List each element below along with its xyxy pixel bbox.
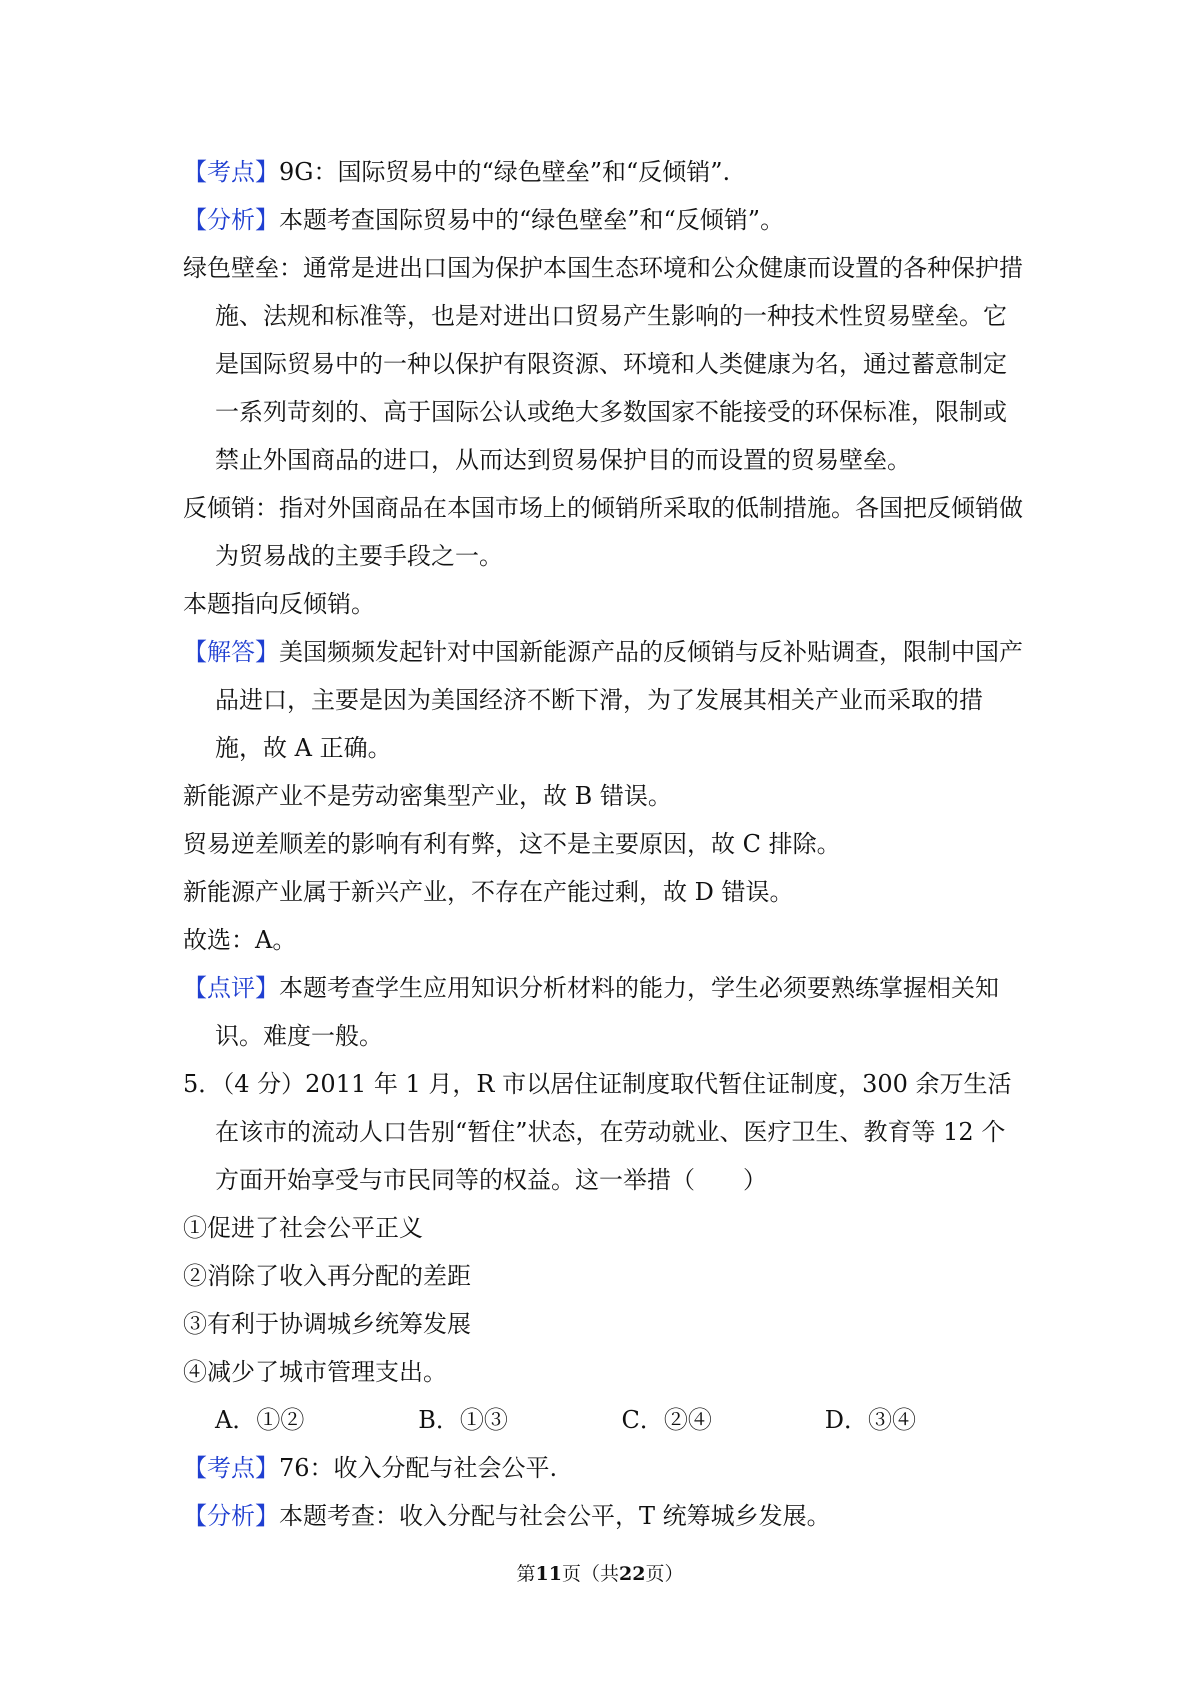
fenxi-text: 本题考查：收入分配与社会公平，T 统筹城乡发展。 xyxy=(279,1502,831,1530)
option-b: B．①③ xyxy=(418,1406,508,1434)
option-c: C．②④ xyxy=(621,1406,712,1434)
kaodian-text: 9G：国际贸易中的“绿色壁垒”和“反倾销”. xyxy=(279,158,731,186)
choice-line: 故选：A。 xyxy=(183,926,297,954)
page-footer xyxy=(0,1560,1200,1588)
page-content xyxy=(183,148,1028,1540)
fenxi-tag: 【分析】 xyxy=(183,1502,279,1530)
kaodian-2 xyxy=(183,1444,1028,1492)
option-a: A．①② xyxy=(215,1406,305,1434)
fenxi-tag: 【分析】 xyxy=(183,206,279,234)
statement-3: ③有利于协调城乡统筹发展 xyxy=(183,1310,471,1338)
line-d: 新能源产业属于新兴产业，不存在产能过剩，故 D 错误。 xyxy=(183,878,794,906)
dianping-tag: 【点评】 xyxy=(183,974,279,1002)
points-to-line: 本题指向反倾销。 xyxy=(183,590,375,618)
kaodian-1 xyxy=(183,148,1028,196)
statement-1: ①促进了社会公平正义 xyxy=(183,1214,423,1242)
green-barrier-paragraph: 绿色壁垒：通常是进出口国为保护本国生态环境和公众健康而设置的各种保护措施、法规和标准等，也是对进出口贸易产生影响的一种技术性贸易壁垒。它是国际贸易中的一种以保护有限资源、环境和人类健康为名，通过蓄意制定一系列苛刻的、高于国际公认或绝大多数国家不能接受的环保标准，限制或禁止外国商品的进口，从而达到贸易保护目的而设置的贸易壁垒。 xyxy=(183,254,1023,474)
statement-4: ④减少了城市管理支出。 xyxy=(183,1358,447,1386)
kaodian-text: 76：收入分配与社会公平. xyxy=(279,1454,558,1482)
dianping-1 xyxy=(183,964,1028,1060)
fenxi-text: 本题考查国际贸易中的“绿色壁垒”和“反倾销”。 xyxy=(279,206,785,234)
footer-page-number: 11 xyxy=(535,1563,562,1585)
option-d: D．③④ xyxy=(824,1406,916,1434)
anti-dumping-paragraph: 反倾销：指对外国商品在本国市场上的倾销所采取的低制措施。各国把反倾销做为贸易战的主要手段之一。 xyxy=(183,494,1023,570)
footer-middle: 页（共 xyxy=(561,1563,619,1585)
jieda-1 xyxy=(183,628,1028,772)
kaodian-tag: 【考点】 xyxy=(183,158,279,186)
question-5: 5．（4 分）2011 年 1 月，R 市以居住证制度取代暂住证制度，300 余万生活在该市的流动人口告别“暂住”状态，在劳动就业、医疗卫生、教育等 12 个方面开始享受与市民同等的权益。这一举措（ ） xyxy=(183,1070,1012,1194)
answer-options xyxy=(183,1396,1028,1444)
fenxi-1 xyxy=(183,196,1028,244)
line-c: 贸易逆差顺差的影响有利有弊，这不是主要原因，故 C 排除。 xyxy=(183,830,841,858)
statement-2: ②消除了收入再分配的差距 xyxy=(183,1262,471,1290)
dianping-text: 本题考查学生应用知识分析材料的能力，学生必须要熟练掌握相关知识。难度一般。 xyxy=(215,974,999,1050)
footer-total-pages: 22 xyxy=(619,1563,646,1585)
kaodian-tag: 【考点】 xyxy=(183,1454,279,1482)
footer-suffix: 页） xyxy=(645,1563,684,1585)
fenxi-2 xyxy=(183,1492,1028,1540)
footer-prefix: 第 xyxy=(516,1563,536,1585)
line-b: 新能源产业不是劳动密集型产业，故 B 错误。 xyxy=(183,782,672,810)
jieda-tag: 【解答】 xyxy=(183,638,279,666)
jieda-text: 美国频频发起针对中国新能源产品的反倾销与反补贴调查，限制中国产品进口，主要是因为美国经济不断下滑，为了发展其相关产业而采取的措施，故 A 正确。 xyxy=(215,638,1023,762)
